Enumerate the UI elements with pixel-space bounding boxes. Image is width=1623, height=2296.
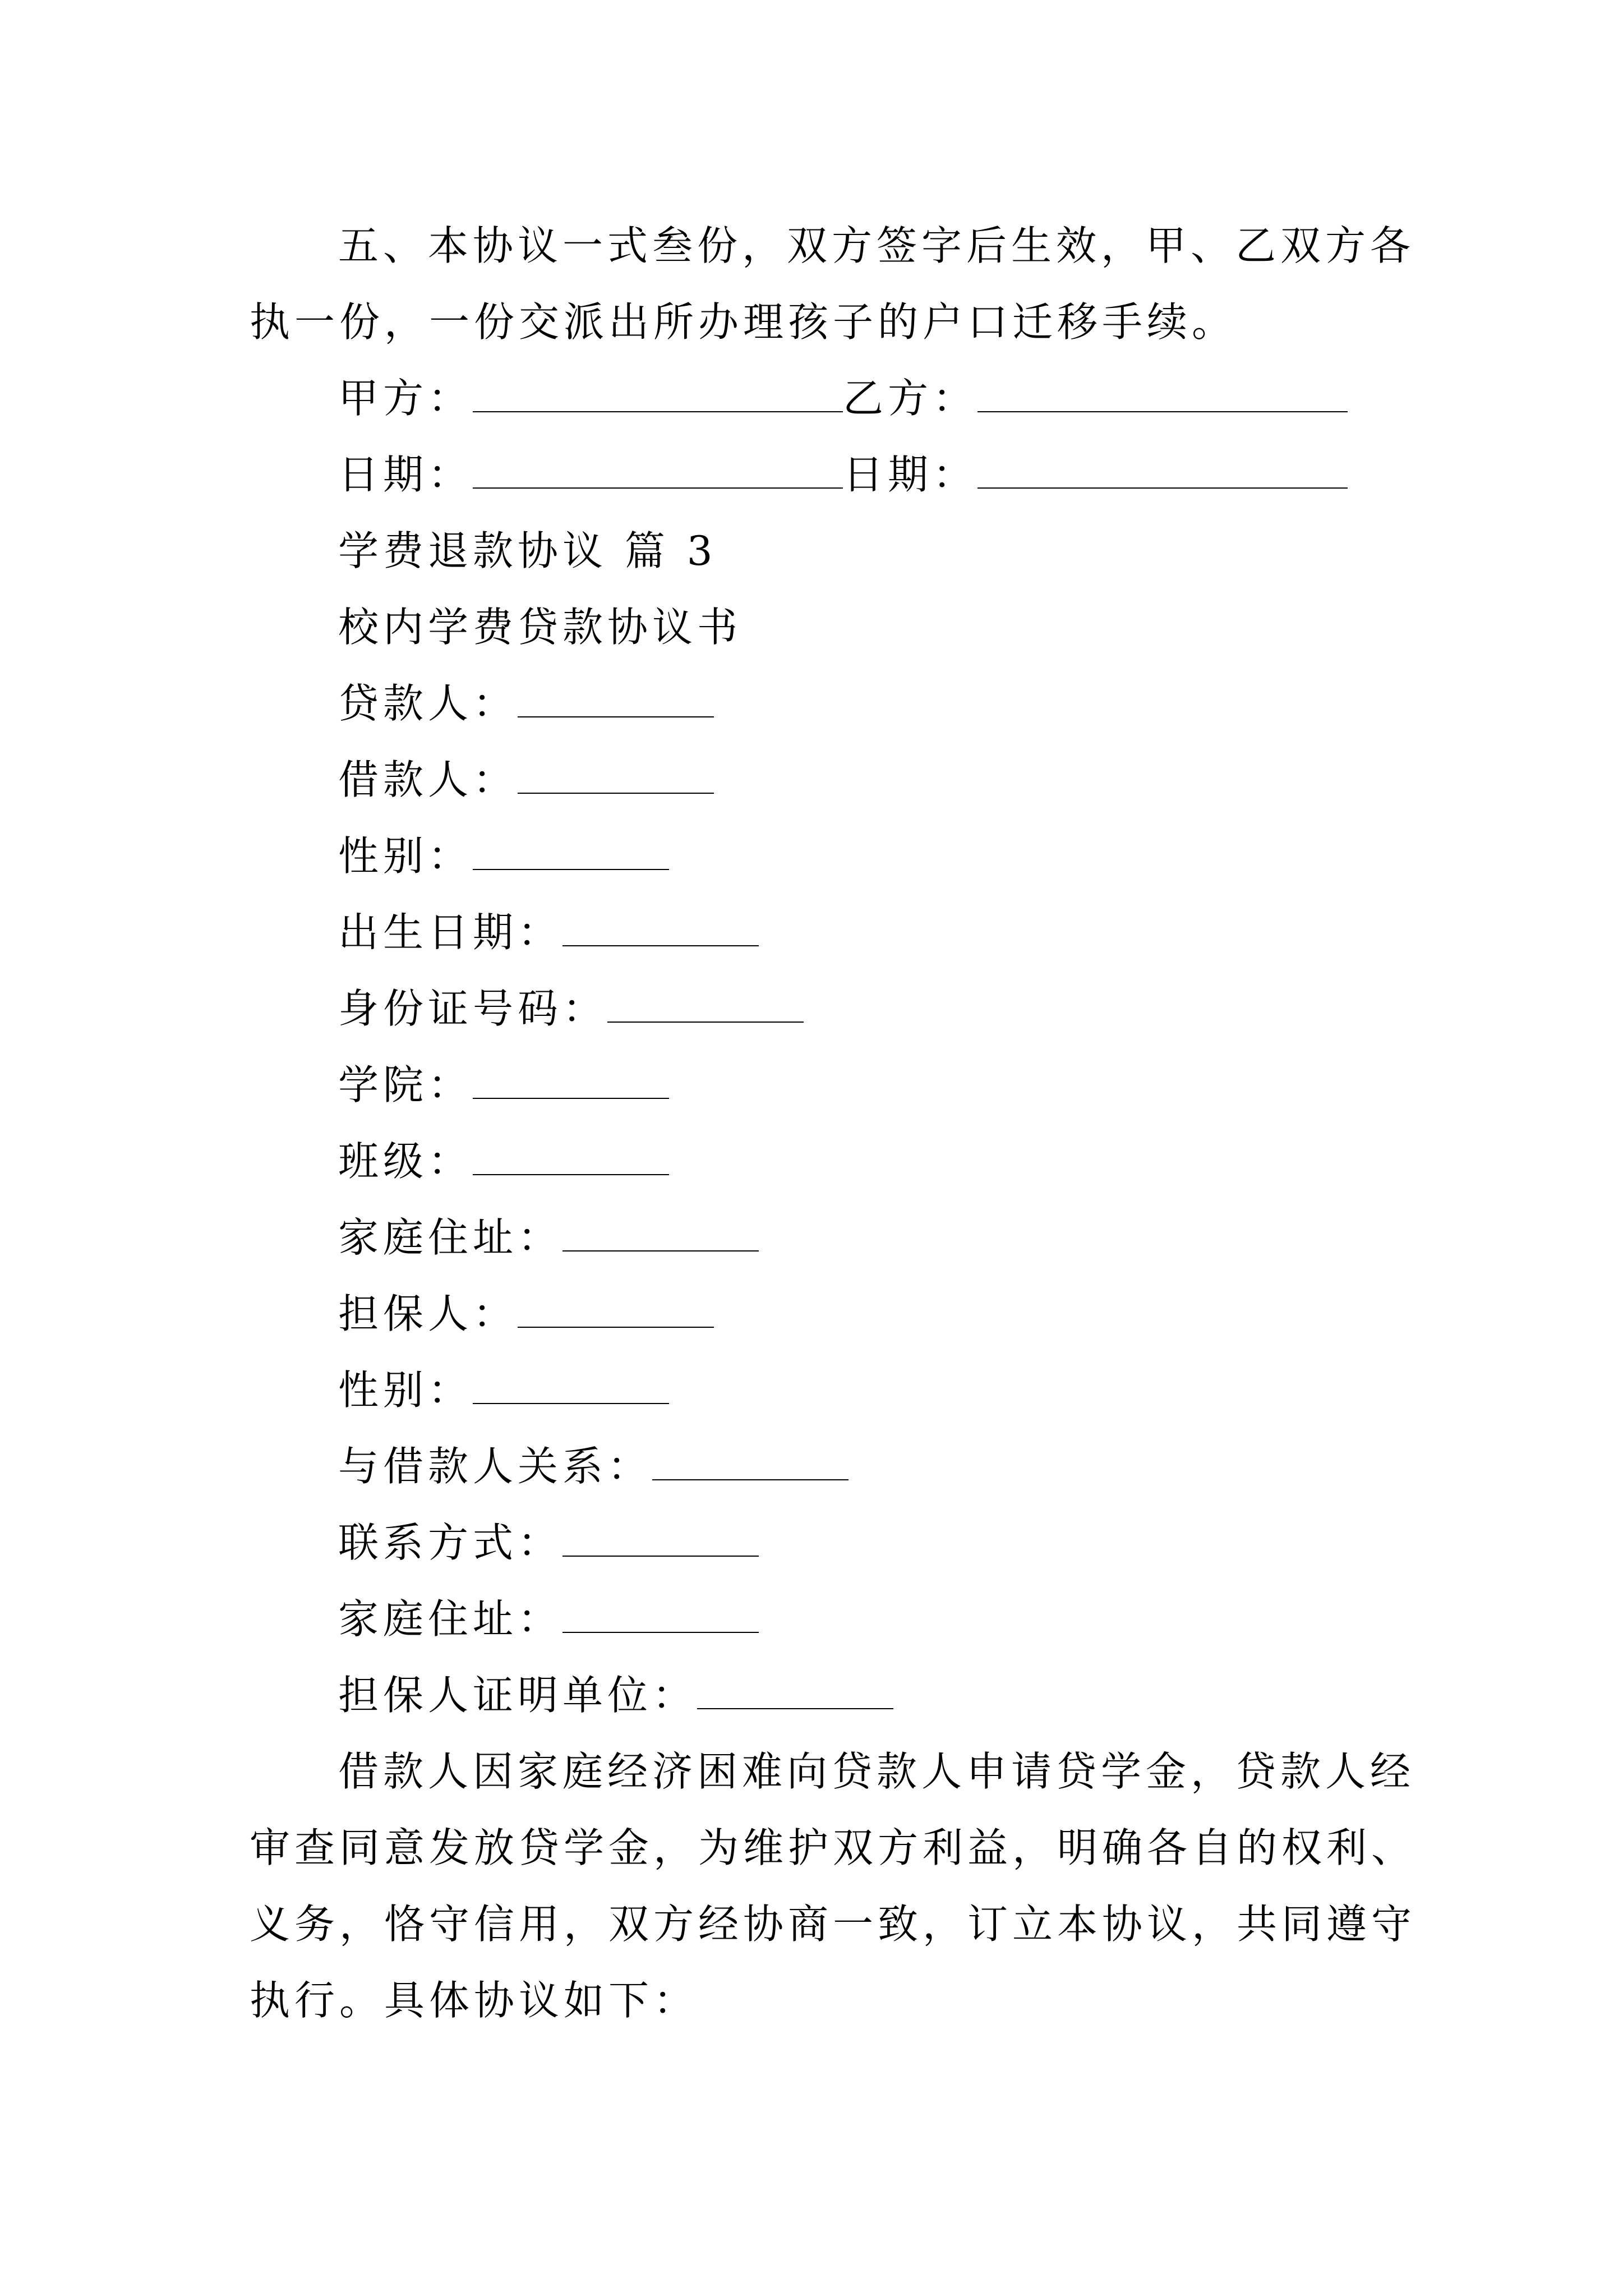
- field-birth-date: [338, 904, 1373, 960]
- field-gender: [338, 828, 1373, 884]
- field-label: 与借款人关系：: [338, 1443, 653, 1490]
- field-blank[interactable]: [473, 1370, 669, 1404]
- clause5-line1: 五、本协议一式叁份，双方签字后生效，甲、乙双方各: [338, 222, 1415, 269]
- field-home-address: [338, 1209, 1373, 1266]
- intro-line3: 义务，恪守信用，双方经协商一致，订立本协议，共同遵守: [250, 1901, 1417, 1948]
- field-contact: [338, 1515, 1373, 1571]
- field-blank[interactable]: [473, 836, 669, 870]
- party-b-blank[interactable]: [978, 379, 1348, 412]
- field-label: 性别：: [338, 1366, 473, 1414]
- field-guarantor-gender: [338, 1362, 1373, 1418]
- intro-line2: 审查同意发放贷学金，为维护双方利益，明确各自的权利、: [250, 1824, 1417, 1871]
- field-college: [338, 1057, 1373, 1113]
- party-b-label: 乙方：: [843, 375, 978, 422]
- field-blank[interactable]: [518, 760, 714, 794]
- field-label: 担保人：: [338, 1290, 518, 1337]
- clause5-line2: 执一份，一份交派出所办理孩子的户口迁移手续。: [250, 298, 1237, 346]
- field-guarantor-address: [338, 1591, 1373, 1647]
- field-label: 性别：: [338, 832, 473, 880]
- document-title: 校内学费贷款协议书: [338, 604, 743, 651]
- field-label: 出生日期：: [338, 909, 563, 956]
- party-a-blank[interactable]: [473, 379, 843, 412]
- field-label: 家庭住址：: [338, 1214, 563, 1261]
- signature-date-row: [338, 447, 1373, 503]
- field-blank[interactable]: [473, 1065, 669, 1099]
- field-id-number: [338, 981, 1373, 1037]
- field-blank[interactable]: [562, 1523, 759, 1557]
- field-label: 借款人：: [338, 756, 518, 803]
- field-blank[interactable]: [562, 913, 759, 946]
- field-blank[interactable]: [518, 684, 714, 717]
- date-a-blank[interactable]: [473, 455, 843, 489]
- section-heading: 学费退款协议 篇 3: [338, 527, 717, 574]
- date-a-label: 日期：: [338, 451, 473, 498]
- field-guarantor-employer: [338, 1667, 1373, 1723]
- field-lender: [338, 675, 1373, 731]
- date-b-label: 日期：: [843, 451, 978, 498]
- date-b-blank[interactable]: [978, 455, 1348, 489]
- intro-line1: 借款人因家庭经济困难向贷款人申请贷学金，贷款人经: [338, 1748, 1415, 1795]
- field-relationship: [338, 1438, 1373, 1494]
- field-borrower: [338, 752, 1373, 808]
- field-class: [338, 1133, 1373, 1189]
- signature-party-row: [338, 370, 1373, 426]
- field-blank[interactable]: [697, 1676, 893, 1709]
- field-blank[interactable]: [518, 1294, 714, 1328]
- field-blank[interactable]: [562, 1218, 759, 1251]
- field-blank[interactable]: [652, 1447, 849, 1480]
- field-label: 身份证号码：: [338, 985, 608, 1032]
- field-label: 学院：: [338, 1061, 473, 1108]
- field-guarantor: [338, 1286, 1373, 1342]
- field-label: 贷款人：: [338, 680, 518, 727]
- field-label: 班级：: [338, 1138, 473, 1185]
- field-label: 家庭住址：: [338, 1595, 563, 1642]
- field-blank[interactable]: [607, 989, 804, 1023]
- field-label: 联系方式：: [338, 1519, 563, 1566]
- intro-line4: 执行。具体协议如下：: [250, 1977, 699, 2024]
- party-a-label: 甲方：: [338, 375, 473, 422]
- field-label: 担保人证明单位：: [338, 1672, 698, 1719]
- field-blank[interactable]: [473, 1142, 669, 1175]
- field-blank[interactable]: [562, 1599, 759, 1633]
